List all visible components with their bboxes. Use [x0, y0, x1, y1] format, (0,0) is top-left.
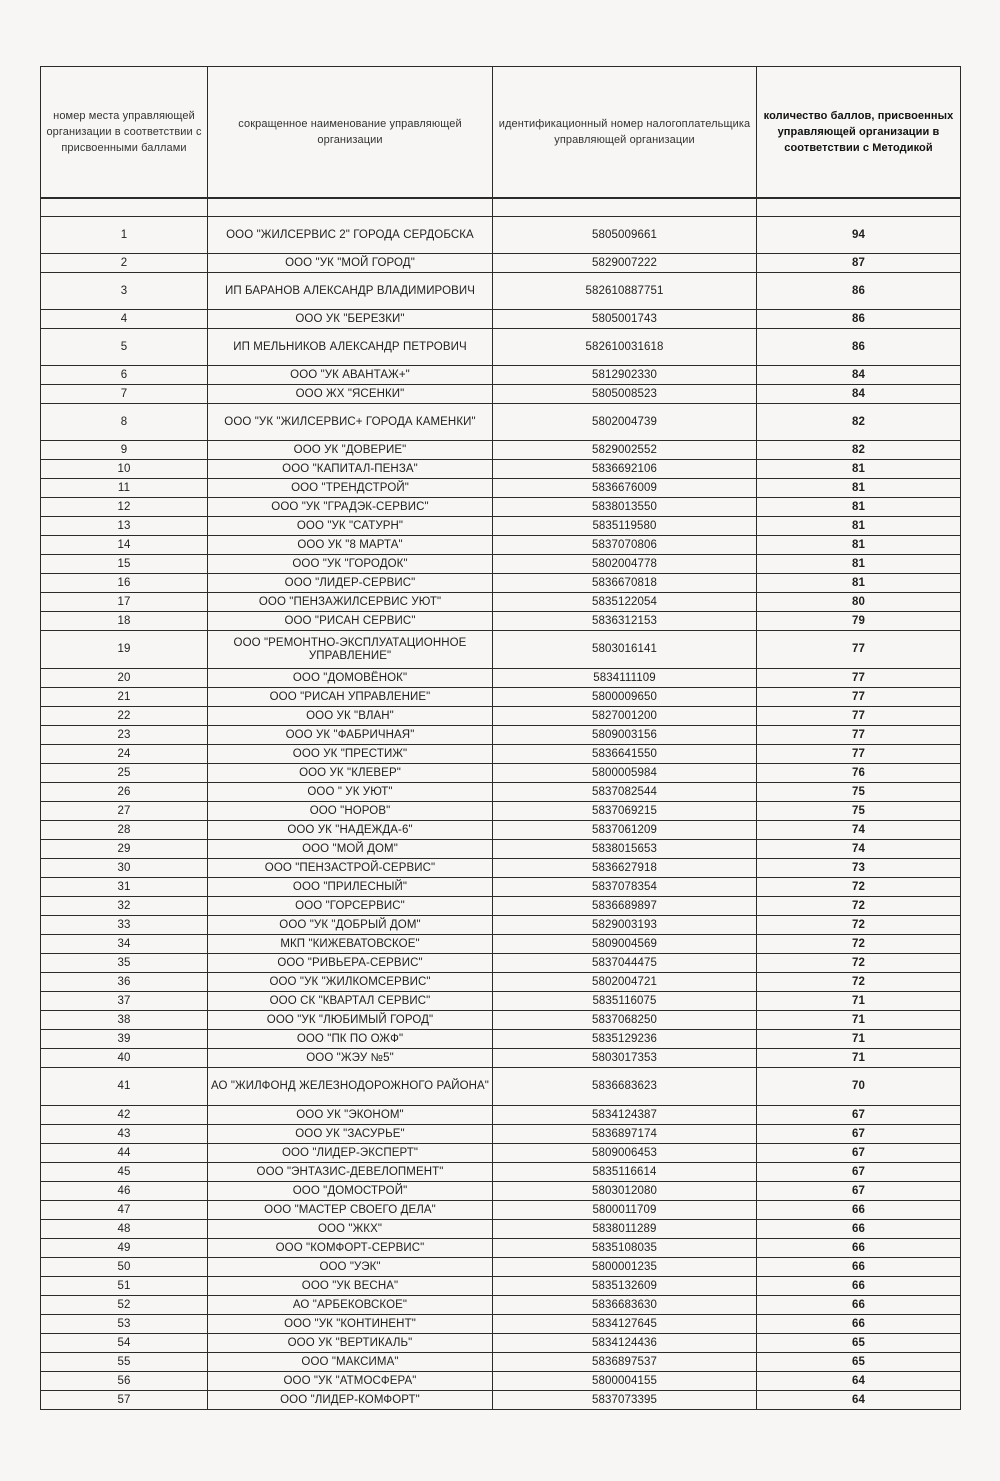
cell-inn: 5838011289 — [493, 1220, 757, 1239]
cell-place: 57 — [41, 1391, 208, 1410]
cell-inn: 5835122054 — [493, 593, 757, 612]
cell-place: 56 — [41, 1372, 208, 1391]
cell-score: 72 — [757, 878, 961, 897]
cell-place: 44 — [41, 1144, 208, 1163]
table-row — [41, 479, 961, 498]
cell-name: ООО "ДОМОВЁНОК" — [208, 669, 493, 688]
cell-name: ООО "УК "ЖИЛСЕРВИС+ ГОРОДА КАМЕНКИ" — [208, 404, 493, 441]
cell-place: 24 — [41, 745, 208, 764]
cell-inn: 5834124387 — [493, 1106, 757, 1125]
table-row — [41, 1011, 961, 1030]
cell-score: 66 — [757, 1239, 961, 1258]
cell-score: 82 — [757, 404, 961, 441]
cell-score: 77 — [757, 688, 961, 707]
cell-inn: 5809004569 — [493, 935, 757, 954]
cell-score: 74 — [757, 821, 961, 840]
cell-place: 4 — [41, 310, 208, 329]
cell-inn: 5835116614 — [493, 1163, 757, 1182]
cell-inn: 5837068250 — [493, 1011, 757, 1030]
cell-name: ООО "ЭНТАЗИС-ДЕВЕЛОПМЕНТ" — [208, 1163, 493, 1182]
cell-place: 6 — [41, 366, 208, 385]
cell-place: 54 — [41, 1334, 208, 1353]
table-row — [41, 273, 961, 310]
table-row — [41, 1201, 961, 1220]
cell-inn: 5837044475 — [493, 954, 757, 973]
cell-inn: 5838013550 — [493, 498, 757, 517]
cell-inn: 5800009650 — [493, 688, 757, 707]
cell-score: 65 — [757, 1353, 961, 1372]
table-row — [41, 1220, 961, 1239]
table-row — [41, 536, 961, 555]
cell-place: 25 — [41, 764, 208, 783]
cell-place: 27 — [41, 802, 208, 821]
cell-score: 71 — [757, 1011, 961, 1030]
cell-name: ООО "УЭК" — [208, 1258, 493, 1277]
cell-name: ООО "УК "ЖИЛКОМСЕРВИС" — [208, 973, 493, 992]
cell-score: 67 — [757, 1182, 961, 1201]
table-row — [41, 612, 961, 631]
cell-place: 46 — [41, 1182, 208, 1201]
cell-inn: 582610031618 — [493, 329, 757, 366]
table-row — [41, 802, 961, 821]
cell-name: МКП "КИЖЕВАТОВСКОЕ" — [208, 935, 493, 954]
cell-name: ООО УК "ВЛАН" — [208, 707, 493, 726]
cell-inn: 5835108035 — [493, 1239, 757, 1258]
cell-inn: 5802004739 — [493, 404, 757, 441]
table-body — [41, 198, 961, 1410]
cell-score: 84 — [757, 385, 961, 404]
cell-inn: 5837078354 — [493, 878, 757, 897]
cell-inn: 5803016141 — [493, 631, 757, 669]
table-row — [41, 404, 961, 441]
cell-place: 37 — [41, 992, 208, 1011]
table-row — [41, 366, 961, 385]
cell-place: 30 — [41, 859, 208, 878]
cell-place: 32 — [41, 897, 208, 916]
cell-name: ООО "МАКСИМА" — [208, 1353, 493, 1372]
cell-inn: 5800004155 — [493, 1372, 757, 1391]
cell-name: ООО "ДОМОСТРОЙ" — [208, 1182, 493, 1201]
cell-score: 84 — [757, 366, 961, 385]
cell-place: 52 — [41, 1296, 208, 1315]
table-row — [41, 631, 961, 669]
cell-score: 66 — [757, 1296, 961, 1315]
cell-inn: 5835132609 — [493, 1277, 757, 1296]
cell-name: ООО "ЖКХ" — [208, 1220, 493, 1239]
cell-place: 1 — [41, 217, 208, 254]
table-row — [41, 764, 961, 783]
table-row — [41, 1391, 961, 1410]
cell-inn: 5836692106 — [493, 460, 757, 479]
cell-place: 55 — [41, 1353, 208, 1372]
table-row — [41, 935, 961, 954]
cell-name: ООО "РИСАН СЕРВИС" — [208, 612, 493, 631]
cell-score: 81 — [757, 517, 961, 536]
cell-name: ООО "УК АВАНТАЖ+" — [208, 366, 493, 385]
cell-place: 51 — [41, 1277, 208, 1296]
table-row — [41, 254, 961, 273]
cell-inn: 5803012080 — [493, 1182, 757, 1201]
cell-score: 75 — [757, 802, 961, 821]
table-row — [41, 517, 961, 536]
cell-place: 7 — [41, 385, 208, 404]
cell-score: 64 — [757, 1391, 961, 1410]
cell-score: 94 — [757, 217, 961, 254]
cell-inn: 5837061209 — [493, 821, 757, 840]
table-row — [41, 1315, 961, 1334]
cell-score: 86 — [757, 329, 961, 366]
cell-name: ООО "УК "АТМОСФЕРА" — [208, 1372, 493, 1391]
cell-inn: 5836676009 — [493, 479, 757, 498]
cell-name: ООО "МОЙ ДОМ" — [208, 840, 493, 859]
cell-score: 86 — [757, 273, 961, 310]
cell-score: 71 — [757, 1049, 961, 1068]
cell-place: 35 — [41, 954, 208, 973]
cell-score: 67 — [757, 1125, 961, 1144]
table-row — [41, 840, 961, 859]
table-row — [41, 859, 961, 878]
cell-place: 9 — [41, 441, 208, 460]
cell-score: 76 — [757, 764, 961, 783]
cell-score: 81 — [757, 574, 961, 593]
table-row — [41, 498, 961, 517]
cell-inn: 5802004721 — [493, 973, 757, 992]
cell-score: 66 — [757, 1315, 961, 1334]
cell-name: ООО "ПЕНЗАЖИЛСЕРВИС УЮТ" — [208, 593, 493, 612]
cell-name: ООО "ЛИДЕР-КОМФОРТ" — [208, 1391, 493, 1410]
cell-inn: 5836670818 — [493, 574, 757, 593]
cell-name: ООО "УК "ГОРОДОК" — [208, 555, 493, 574]
cell-name: ООО "КОМФОРТ-СЕРВИС" — [208, 1239, 493, 1258]
rating-table — [40, 66, 961, 1410]
table-row — [41, 1296, 961, 1315]
cell-name: ООО "РИВЬЕРА-СЕРВИС" — [208, 954, 493, 973]
cell-score: 77 — [757, 707, 961, 726]
cell-place: 34 — [41, 935, 208, 954]
cell-place: 15 — [41, 555, 208, 574]
cell-inn: 5837070806 — [493, 536, 757, 555]
cell-name: ООО ЖХ "ЯСЕНКИ" — [208, 385, 493, 404]
cell-place: 31 — [41, 878, 208, 897]
cell-name: ООО "УК "ГРАДЭК-СЕРВИС" — [208, 498, 493, 517]
cell-place: 38 — [41, 1011, 208, 1030]
cell-inn: 5800011709 — [493, 1201, 757, 1220]
cell-name: ООО "УК "САТУРН" — [208, 517, 493, 536]
cell-inn: 5800001235 — [493, 1258, 757, 1277]
cell-place: 49 — [41, 1239, 208, 1258]
cell-place: 14 — [41, 536, 208, 555]
table-row — [41, 878, 961, 897]
cell-inn: 5836683623 — [493, 1068, 757, 1106]
table-row — [41, 1239, 961, 1258]
cell-name: ООО "УК "ДОБРЫЙ ДОМ" — [208, 916, 493, 935]
table-row — [41, 821, 961, 840]
table-row — [41, 1372, 961, 1391]
cell-name: ООО УК "ДОВЕРИЕ" — [208, 441, 493, 460]
table-row — [41, 745, 961, 764]
cell-name: ООО УК "ЭКОНОМ" — [208, 1106, 493, 1125]
cell-inn: 5836897537 — [493, 1353, 757, 1372]
table-row — [41, 1144, 961, 1163]
table-row — [41, 1068, 961, 1106]
cell-place: 33 — [41, 916, 208, 935]
cell-inn: 5834111109 — [493, 669, 757, 688]
cell-name: ИП МЕЛЬНИКОВ АЛЕКСАНДР ПЕТРОВИЧ — [208, 329, 493, 366]
cell-inn: 5802004778 — [493, 555, 757, 574]
cell-score: 75 — [757, 783, 961, 802]
cell-inn: 5836641550 — [493, 745, 757, 764]
cell-inn: 5805001743 — [493, 310, 757, 329]
cell-name: ООО УК "ВЕРТИКАЛЬ" — [208, 1334, 493, 1353]
cell-inn: 5809006453 — [493, 1144, 757, 1163]
cell-place: 20 — [41, 669, 208, 688]
cell-score: 82 — [757, 441, 961, 460]
cell-place: 21 — [41, 688, 208, 707]
cell-place: 2 — [41, 254, 208, 273]
table-row — [41, 1163, 961, 1182]
cell-score: 66 — [757, 1258, 961, 1277]
table-row — [41, 1353, 961, 1372]
cell-place: 16 — [41, 574, 208, 593]
table-row — [41, 992, 961, 1011]
cell-score: 87 — [757, 254, 961, 273]
cell-score: 81 — [757, 479, 961, 498]
cell-place: 53 — [41, 1315, 208, 1334]
table-row — [41, 954, 961, 973]
cell-name: ООО "ГОРСЕРВИС" — [208, 897, 493, 916]
header-score: количество баллов, присвоенных управляющей организации в соответствии с Методикой — [757, 67, 961, 198]
cell-inn: 5835119580 — [493, 517, 757, 536]
cell-place: 42 — [41, 1106, 208, 1125]
cell-place: 23 — [41, 726, 208, 745]
cell-score: 66 — [757, 1277, 961, 1296]
cell-score: 72 — [757, 954, 961, 973]
cell-name: ООО "ЛИДЕР-ЭКСПЕРТ" — [208, 1144, 493, 1163]
cell-inn: 5837073395 — [493, 1391, 757, 1410]
cell-place: 5 — [41, 329, 208, 366]
cell-inn: 5836897174 — [493, 1125, 757, 1144]
cell-score: 77 — [757, 669, 961, 688]
cell-name: ООО УК "БЕРЕЗКИ" — [208, 310, 493, 329]
cell-score: 70 — [757, 1068, 961, 1106]
cell-place: 47 — [41, 1201, 208, 1220]
table-row — [41, 1106, 961, 1125]
cell-score: 81 — [757, 460, 961, 479]
table-row — [41, 726, 961, 745]
cell-name: ООО "ПРИЛЕСНЫЙ" — [208, 878, 493, 897]
cell-name: ООО "ТРЕНДСТРОЙ" — [208, 479, 493, 498]
cell-place: 8 — [41, 404, 208, 441]
header-spacer-row — [41, 198, 961, 217]
table-row — [41, 973, 961, 992]
table-row — [41, 555, 961, 574]
table-row — [41, 1030, 961, 1049]
cell-inn: 5834127645 — [493, 1315, 757, 1334]
header-name: сокращенное наименование управляющей организации — [208, 67, 493, 198]
cell-name: ООО УК "ФАБРИЧНАЯ" — [208, 726, 493, 745]
cell-place: 43 — [41, 1125, 208, 1144]
table-row — [41, 1277, 961, 1296]
cell-score: 67 — [757, 1163, 961, 1182]
cell-inn: 5834124436 — [493, 1334, 757, 1353]
table-row — [41, 385, 961, 404]
cell-place: 18 — [41, 612, 208, 631]
cell-name: ООО "РЕМОНТНО-ЭКСПЛУАТАЦИОННОЕ УПРАВЛЕНИЕ" — [208, 631, 493, 669]
cell-inn: 5835116075 — [493, 992, 757, 1011]
cell-place: 11 — [41, 479, 208, 498]
cell-name: ООО УК "8 МАРТА" — [208, 536, 493, 555]
cell-score: 67 — [757, 1106, 961, 1125]
cell-inn: 5837069215 — [493, 802, 757, 821]
cell-score: 72 — [757, 973, 961, 992]
table-row — [41, 1258, 961, 1277]
cell-score: 74 — [757, 840, 961, 859]
cell-place: 45 — [41, 1163, 208, 1182]
cell-inn: 5803017353 — [493, 1049, 757, 1068]
cell-place: 12 — [41, 498, 208, 517]
header-inn: идентификационный номер налогоплательщика управляющей организации — [493, 67, 757, 198]
cell-place: 26 — [41, 783, 208, 802]
cell-name: ООО УК "КЛЕВЕР" — [208, 764, 493, 783]
table-row — [41, 574, 961, 593]
cell-score: 77 — [757, 726, 961, 745]
cell-name: АО "АРБЕКОВСКОЕ" — [208, 1296, 493, 1315]
cell-name: ООО УК "ПРЕСТИЖ" — [208, 745, 493, 764]
cell-place: 39 — [41, 1030, 208, 1049]
cell-inn: 5827001200 — [493, 707, 757, 726]
table-row — [41, 460, 961, 479]
cell-place: 40 — [41, 1049, 208, 1068]
cell-inn: 5829003193 — [493, 916, 757, 935]
cell-name: АО "ЖИЛФОНД ЖЕЛЕЗНОДОРОЖНОГО РАЙОНА" — [208, 1068, 493, 1106]
table-row — [41, 329, 961, 366]
cell-score: 81 — [757, 536, 961, 555]
table-row — [41, 897, 961, 916]
cell-inn: 5800005984 — [493, 764, 757, 783]
cell-inn: 5805009661 — [493, 217, 757, 254]
table-row — [41, 783, 961, 802]
cell-name: ООО УК "НАДЕЖДА-6" — [208, 821, 493, 840]
cell-name: ООО "МАСТЕР СВОЕГО ДЕЛА" — [208, 1201, 493, 1220]
table-row — [41, 310, 961, 329]
cell-name: ООО "УК "ЛЮБИМЫЙ ГОРОД" — [208, 1011, 493, 1030]
cell-place: 36 — [41, 973, 208, 992]
cell-score: 67 — [757, 1144, 961, 1163]
cell-inn: 5836683630 — [493, 1296, 757, 1315]
cell-score: 64 — [757, 1372, 961, 1391]
cell-score: 80 — [757, 593, 961, 612]
cell-name: ООО СК "КВАРТАЛ СЕРВИС" — [208, 992, 493, 1011]
cell-place: 50 — [41, 1258, 208, 1277]
cell-score: 77 — [757, 745, 961, 764]
cell-inn: 5836312153 — [493, 612, 757, 631]
cell-score: 66 — [757, 1220, 961, 1239]
cell-score: 73 — [757, 859, 961, 878]
table-row — [41, 1334, 961, 1353]
cell-place: 48 — [41, 1220, 208, 1239]
cell-name: ООО "НОРОВ" — [208, 802, 493, 821]
cell-inn: 5805008523 — [493, 385, 757, 404]
cell-name: ИП БАРАНОВ АЛЕКСАНДР ВЛАДИМИРОВИЧ — [208, 273, 493, 310]
cell-score: 86 — [757, 310, 961, 329]
table-row — [41, 707, 961, 726]
cell-score: 66 — [757, 1201, 961, 1220]
cell-inn: 5829002552 — [493, 441, 757, 460]
cell-place: 28 — [41, 821, 208, 840]
cell-score: 72 — [757, 897, 961, 916]
cell-place: 17 — [41, 593, 208, 612]
cell-place: 19 — [41, 631, 208, 669]
cell-name: ООО "УК "КОНТИНЕНТ" — [208, 1315, 493, 1334]
cell-score: 72 — [757, 935, 961, 954]
cell-place: 29 — [41, 840, 208, 859]
table-row — [41, 669, 961, 688]
cell-name: ООО "УК ВЕСНА" — [208, 1277, 493, 1296]
cell-name: ООО УК "ЗАСУРЬЕ" — [208, 1125, 493, 1144]
table-row — [41, 916, 961, 935]
cell-inn: 582610887751 — [493, 273, 757, 310]
cell-inn: 5829007222 — [493, 254, 757, 273]
cell-score: 71 — [757, 992, 961, 1011]
cell-score: 65 — [757, 1334, 961, 1353]
cell-name: ООО "ЖЭУ №5" — [208, 1049, 493, 1068]
cell-name: ООО "КАПИТАЛ-ПЕНЗА" — [208, 460, 493, 479]
cell-score: 72 — [757, 916, 961, 935]
cell-place: 13 — [41, 517, 208, 536]
cell-score: 71 — [757, 1030, 961, 1049]
cell-inn: 5836627918 — [493, 859, 757, 878]
cell-inn: 5836689897 — [493, 897, 757, 916]
table-row — [41, 1125, 961, 1144]
cell-inn: 5838015653 — [493, 840, 757, 859]
header-place: номер места управляющей организации в соответствии с присвоенными баллами — [41, 67, 208, 198]
cell-name: ООО "ЖИЛСЕРВИС 2" ГОРОДА СЕРДОБСКА — [208, 217, 493, 254]
cell-name: ООО "РИСАН УПРАВЛЕНИЕ" — [208, 688, 493, 707]
table-row — [41, 217, 961, 254]
cell-inn: 5835129236 — [493, 1030, 757, 1049]
cell-score: 77 — [757, 631, 961, 669]
cell-inn: 5809003156 — [493, 726, 757, 745]
cell-score: 79 — [757, 612, 961, 631]
table-row — [41, 1049, 961, 1068]
cell-name: ООО "ЛИДЕР-СЕРВИС" — [208, 574, 493, 593]
cell-name: ООО " УК УЮТ" — [208, 783, 493, 802]
cell-score: 81 — [757, 555, 961, 574]
table-header — [41, 67, 961, 198]
cell-score: 81 — [757, 498, 961, 517]
cell-name: ООО "ПЕНЗАСТРОЙ-СЕРВИС" — [208, 859, 493, 878]
cell-inn: 5812902330 — [493, 366, 757, 385]
table-row — [41, 1182, 961, 1201]
table-row — [41, 688, 961, 707]
cell-name: ООО "УК "МОЙ ГОРОД" — [208, 254, 493, 273]
table-row — [41, 441, 961, 460]
cell-name: ООО "ПК ПО ОЖФ" — [208, 1030, 493, 1049]
table-row — [41, 593, 961, 612]
cell-inn: 5837082544 — [493, 783, 757, 802]
cell-place: 41 — [41, 1068, 208, 1106]
cell-place: 3 — [41, 273, 208, 310]
cell-place: 22 — [41, 707, 208, 726]
cell-place: 10 — [41, 460, 208, 479]
